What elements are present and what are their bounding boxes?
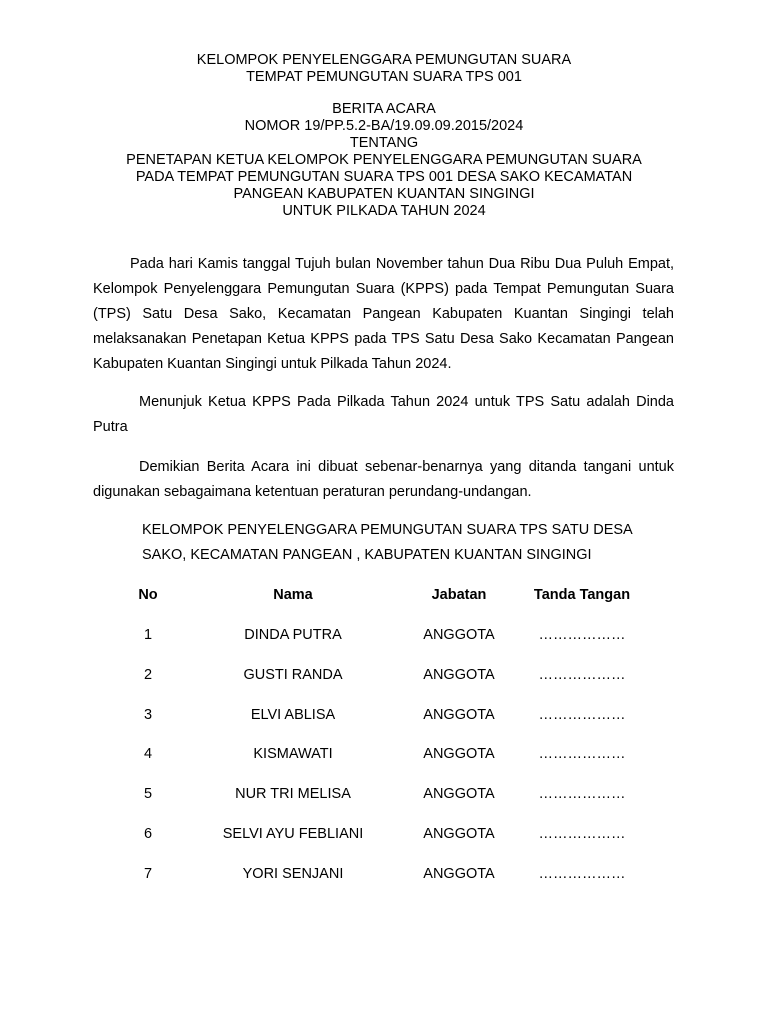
row-signature-blank: ……………… — [538, 826, 626, 842]
row-no: 2 — [143, 667, 153, 683]
title-line-6: PANGEAN KABUPATEN KUANTAN SINGINGI — [233, 186, 535, 202]
row-signature-blank: ……………… — [538, 746, 626, 762]
row-nama: GUSTI RANDA — [243, 667, 343, 683]
body-paragraph-2: Menunjuk Ketua KPPS Pada Pilkada Tahun 2024 untuk TPS Satu adalah Dinda Putra — [93, 394, 674, 435]
row-nama: SELVI AYU FEBLIANI — [222, 826, 364, 842]
row-jabatan: ANGGOTA — [423, 627, 495, 643]
committee-line-1: KELOMPOK PENYELENGGARA PEMUNGUTAN SUARA TPS SATU DESA — [142, 522, 633, 538]
title-line-5: PADA TEMPAT PEMUNGUTAN SUARA TPS 001 DESA SAKO KECAMATAN — [135, 169, 633, 185]
title-line-7: UNTUK PILKADA TAHUN 2024 — [282, 203, 486, 219]
row-jabatan: ANGGOTA — [423, 667, 495, 683]
row-jabatan: ANGGOTA — [423, 786, 495, 802]
row-jabatan: ANGGOTA — [423, 707, 495, 723]
row-no: 7 — [143, 866, 153, 882]
title-line-3: TENTANG — [349, 135, 419, 151]
title-line-2: NOMOR 19/PP.5.2-BA/19.09.09.2015/2024 — [244, 118, 524, 134]
row-no: 6 — [143, 826, 153, 842]
row-no: 1 — [143, 627, 153, 643]
row-nama: NUR TRI MELISA — [235, 786, 351, 802]
row-nama: ELVI ABLISA — [250, 707, 336, 723]
row-nama: YORI SENJANI — [242, 866, 344, 882]
row-signature-blank: ……………… — [538, 786, 626, 802]
header-no: No — [138, 587, 158, 603]
title-line-4: PENETAPAN KETUA KELOMPOK PENYELENGGARA PEMUNGUTAN SUARA — [126, 152, 642, 168]
header-nama: Nama — [273, 587, 313, 603]
body-paragraph-1: Pada hari Kamis tanggal Tujuh bulan November tahun Dua Ribu Dua Puluh Empat, Kelompok Penyelenggara Pemungutan Suara (KPPS) pada Tempat Pemungutan Suara (TPS) Satu Desa Sako, Kecamatan Pangean Kabupaten Kuantan Singingi telah melaksanakan Penetapan Ketua KPPS pada TPS Satu Desa Sako Kecamatan Pangean Kabupaten Kuantan Singingi untuk Pilkada Tahun 2024. — [93, 256, 674, 372]
row-signature-blank: ……………… — [538, 667, 626, 683]
row-signature-blank: ……………… — [538, 707, 626, 723]
row-no: 5 — [143, 786, 153, 802]
committee-line-2: SAKO, KECAMATAN PANGEAN , KABUPATEN KUANTAN SINGINGI — [142, 547, 592, 563]
row-no: 3 — [143, 707, 153, 723]
row-jabatan: ANGGOTA — [423, 746, 495, 762]
header-tanda-tangan: Tanda Tangan — [533, 587, 631, 603]
row-nama: KISMAWATI — [253, 746, 333, 762]
document-title — [0, 101, 768, 220]
header-line-1: KELOMPOK PENYELENGGARA PEMUNGUTAN SUARA — [196, 52, 572, 68]
row-nama: DINDA PUTRA — [244, 627, 342, 643]
committee-heading — [142, 518, 702, 568]
row-jabatan: ANGGOTA — [423, 826, 495, 842]
row-signature-blank: ……………… — [538, 866, 626, 882]
row-jabatan: ANGGOTA — [423, 866, 495, 882]
row-signature-blank: ……………… — [538, 627, 626, 643]
header-line-2: TEMPAT PEMUNGUTAN SUARA TPS 001 — [246, 69, 522, 85]
header-jabatan: Jabatan — [431, 587, 487, 603]
row-no: 4 — [143, 746, 153, 762]
title-line-1: BERITA ACARA — [332, 101, 436, 117]
body-paragraph-3: Demikian Berita Acara ini dibuat sebenar-benarnya yang ditanda tangani untuk digunakan sebagaimana ketentuan peraturan perundang-undangan. — [93, 459, 674, 500]
document-header — [0, 52, 768, 86]
